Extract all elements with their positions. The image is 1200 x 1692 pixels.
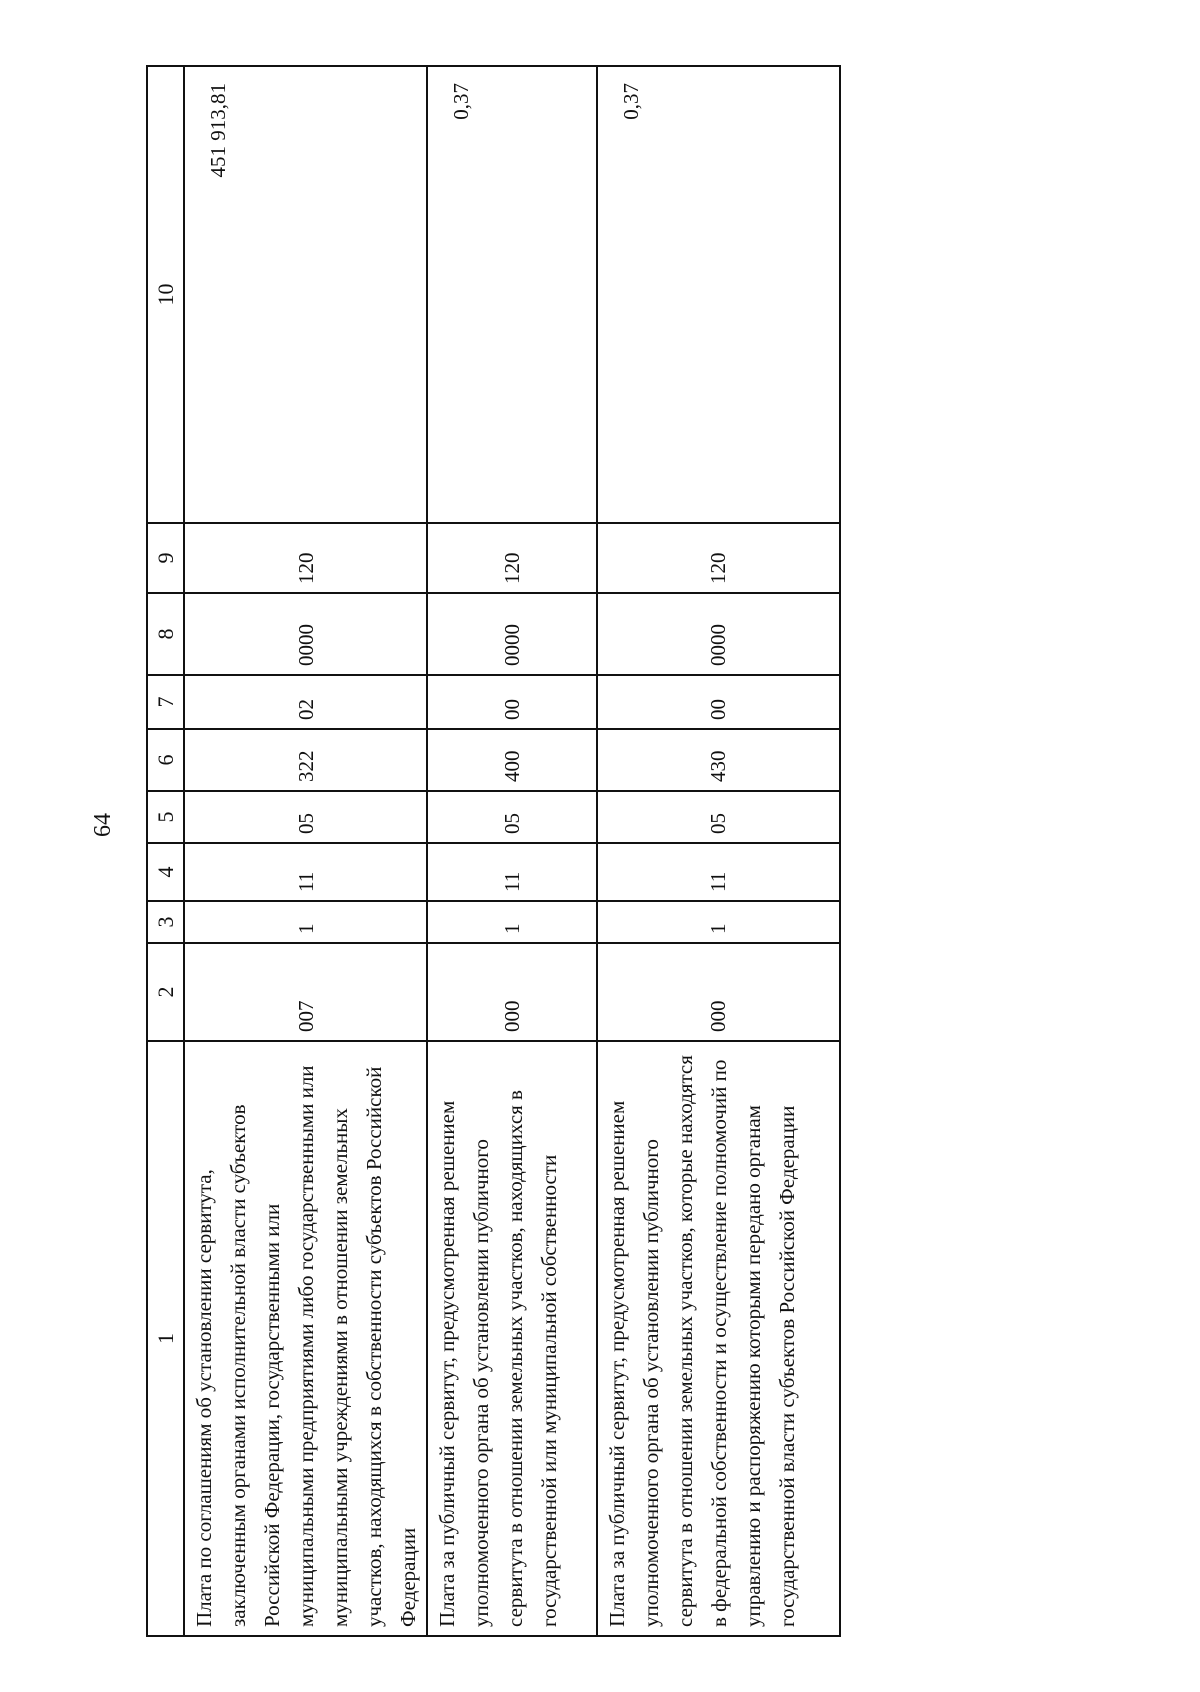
code-article: 05 — [427, 791, 597, 843]
header-col-4: 4 — [147, 843, 184, 901]
code-article: 05 — [597, 791, 840, 843]
header-col-7: 7 — [147, 675, 184, 729]
table-row — [184, 66, 427, 1636]
header-col-1: 1 — [147, 1041, 184, 1636]
code-element: 00 — [427, 675, 597, 729]
code-program: 0000 — [597, 593, 840, 675]
code-group: 1 — [427, 901, 597, 943]
code-group: 1 — [597, 901, 840, 943]
table-row — [427, 66, 597, 1636]
code-program: 0000 — [184, 593, 427, 675]
code-element: 00 — [597, 675, 840, 729]
header-col-8: 8 — [147, 593, 184, 675]
code-subarticle: 322 — [184, 729, 427, 791]
code-subgroup: 11 — [184, 843, 427, 901]
budget-codes-table — [146, 65, 841, 1637]
header-col-2: 2 — [147, 943, 184, 1041]
code-economic: 120 — [427, 523, 597, 593]
code-article: 05 — [184, 791, 427, 843]
row-description: Плата за публичный сервитут, предусмотренная решением уполномоченного органа об установлении публичного сервитута в отношении земельных участков, находящихся в государственной или муниципальной собственности — [427, 1041, 597, 1636]
code-subarticle: 400 — [427, 729, 597, 791]
code-element: 02 — [184, 675, 427, 729]
page-number: 64 — [90, 813, 116, 837]
header-col-9: 9 — [147, 523, 184, 593]
header-col-3: 3 — [147, 901, 184, 943]
rotated-table-container — [146, 67, 841, 1637]
row-description: Плата по соглашениям об установлении сервитута, заключенным органами исполнительной власти субъектов Российской Федерации, государственными или муниципальными предприятиями либо государственными или муниципальными учреждениями в отношении земельных участков, находящихся в собственности субъектов Российской Федерации — [184, 1041, 427, 1636]
code-group: 1 — [184, 901, 427, 943]
code-program: 0000 — [427, 593, 597, 675]
code-admin: 000 — [597, 943, 840, 1041]
header-col-6: 6 — [147, 729, 184, 791]
code-economic: 120 — [597, 523, 840, 593]
code-subarticle: 430 — [597, 729, 840, 791]
row-amount: 0,37 — [427, 66, 597, 523]
code-subgroup: 11 — [427, 843, 597, 901]
code-admin: 007 — [184, 943, 427, 1041]
table-row — [597, 66, 840, 1636]
header-col-5: 5 — [147, 791, 184, 843]
row-description: Плата за публичный сервитут, предусмотренная решением уполномоченного органа об установлении публичного сервитута в отношении земельных участков, которые находятся в федеральной собственности и осуществление полномочий по управлению и распоряжению которыми передано органам государственной власти субъектов Российской Федерации — [597, 1041, 840, 1636]
row-amount: 0,37 — [597, 66, 840, 523]
code-subgroup: 11 — [597, 843, 840, 901]
header-col-10: 10 — [147, 66, 184, 523]
code-economic: 120 — [184, 523, 427, 593]
table-header-row — [147, 66, 184, 1636]
row-amount: 451 913,81 — [184, 66, 427, 523]
code-admin: 000 — [427, 943, 597, 1041]
